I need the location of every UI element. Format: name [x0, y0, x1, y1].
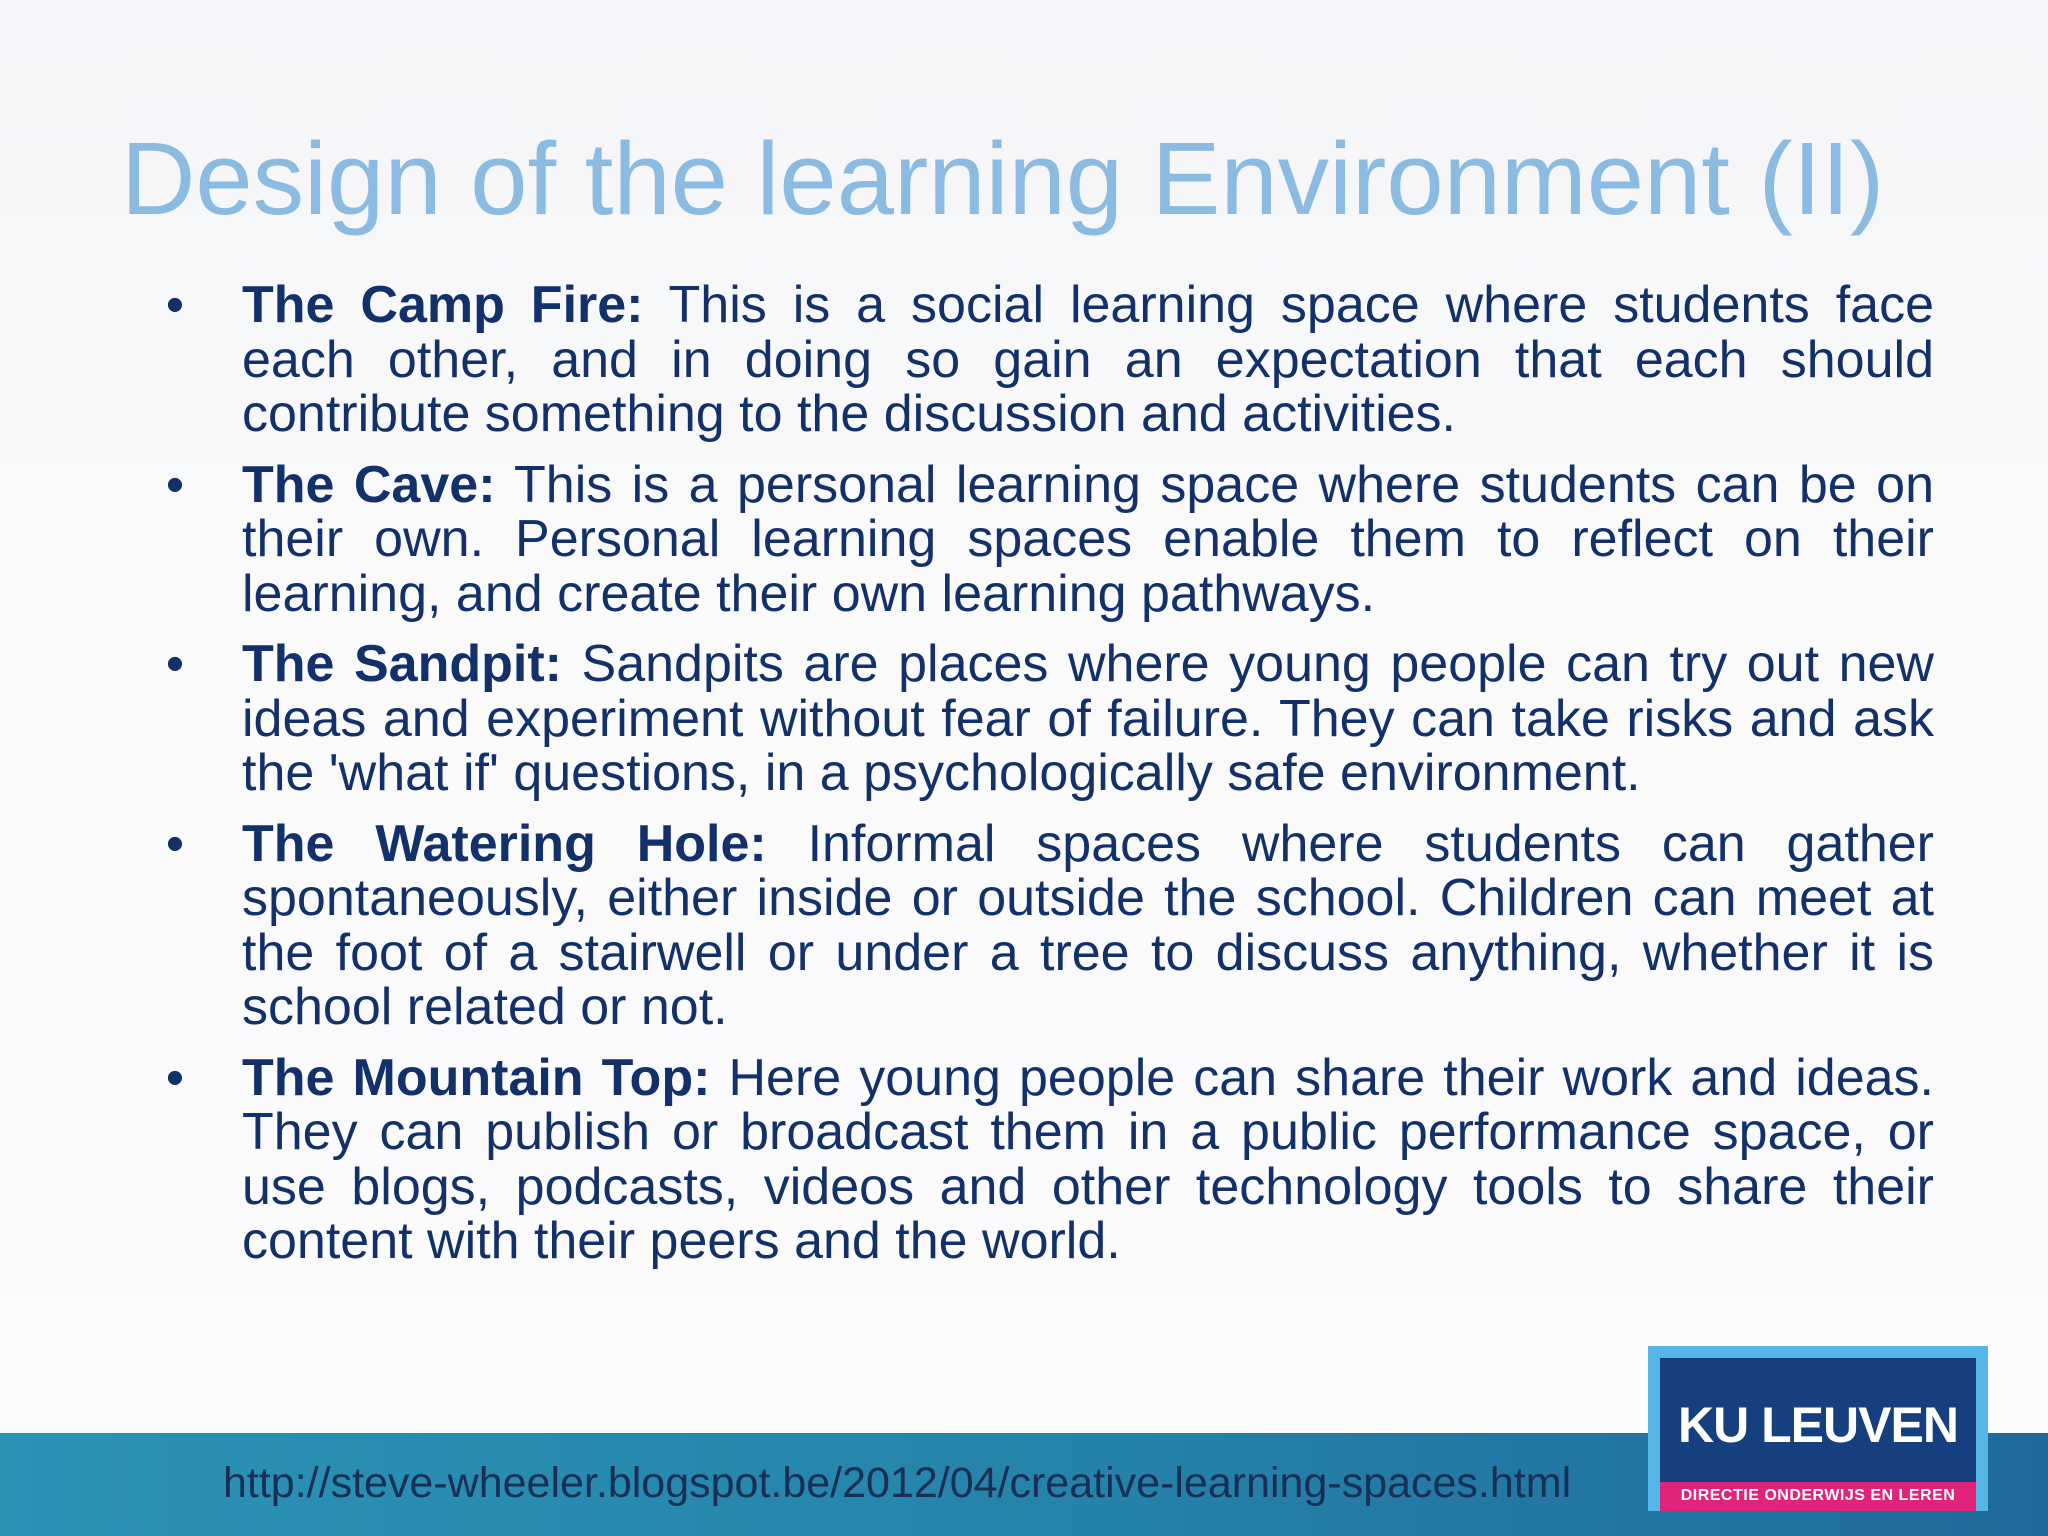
logo-panel — [1660, 1358, 1976, 1511]
bullet-text: Sandpits are places where young people can try out new ideas and experiment without fear of failure. They can take risks and ask the 'what if' questions, in a psychologically safe environment. — [242, 635, 1934, 802]
bullet-watering-hole — [160, 814, 1934, 1036]
bullet-term: The Cave: — [242, 455, 496, 514]
ku-leuven-logo — [1648, 1346, 1988, 1511]
bullet-text: This is a personal learning space where students can be on their own. Personal learning spaces enable them to reflect on their learning, and create their own learning pathways. — [242, 455, 1934, 623]
bullet-term: The Mountain Top: — [242, 1048, 711, 1107]
source-url[interactable]: http://steve-wheeler.blogspot.be/2012/04/creative-learning-spaces.html — [223, 1459, 1572, 1507]
bullet-term: The Sandpit: — [242, 635, 562, 693]
bullet-text: This is a social learning space where students face each other, and in doing so gain an expectation that each should contribute something to the discussion and activities. — [242, 276, 1934, 443]
bullet-term: The Camp Fire: — [242, 276, 644, 334]
bullet-text: Informal spaces where students can gather spontaneously, either inside or outside the school. Children can meet at the foot of a stairwell or under a tree to discuss anything, whether it is school related or not. — [242, 814, 1934, 1036]
bullet-cave — [160, 455, 1934, 623]
bullet-term: The Watering Hole: — [242, 814, 767, 873]
bullet-glyph: • — [165, 814, 185, 873]
bullet-glyph: • — [165, 276, 185, 334]
slide-title: Design of the learning Environment (II) — [121, 121, 1885, 236]
logo-subtitle-bar — [1660, 1482, 1976, 1511]
bullet-camp-fire — [160, 278, 1934, 442]
bullet-list — [160, 278, 1934, 1285]
bullet-text: Here young people can share their work and ideas. They can publish or broadcast them in a public performance space, or use blogs, podcasts, videos and other technology tools to share their content with their peers and the world. — [242, 1048, 1934, 1270]
bullet-sandpit — [160, 637, 1934, 801]
bullet-glyph: • — [165, 1048, 185, 1107]
logo-subtitle: DIRECTIE ONDERWIJS EN LEREN — [1680, 1487, 1956, 1504]
bullet-glyph: • — [165, 635, 185, 693]
bullet-mountain-top — [160, 1048, 1934, 1270]
logo-wordmark: KU LEUVEN — [1678, 1397, 1958, 1453]
bullet-glyph: • — [165, 455, 185, 514]
